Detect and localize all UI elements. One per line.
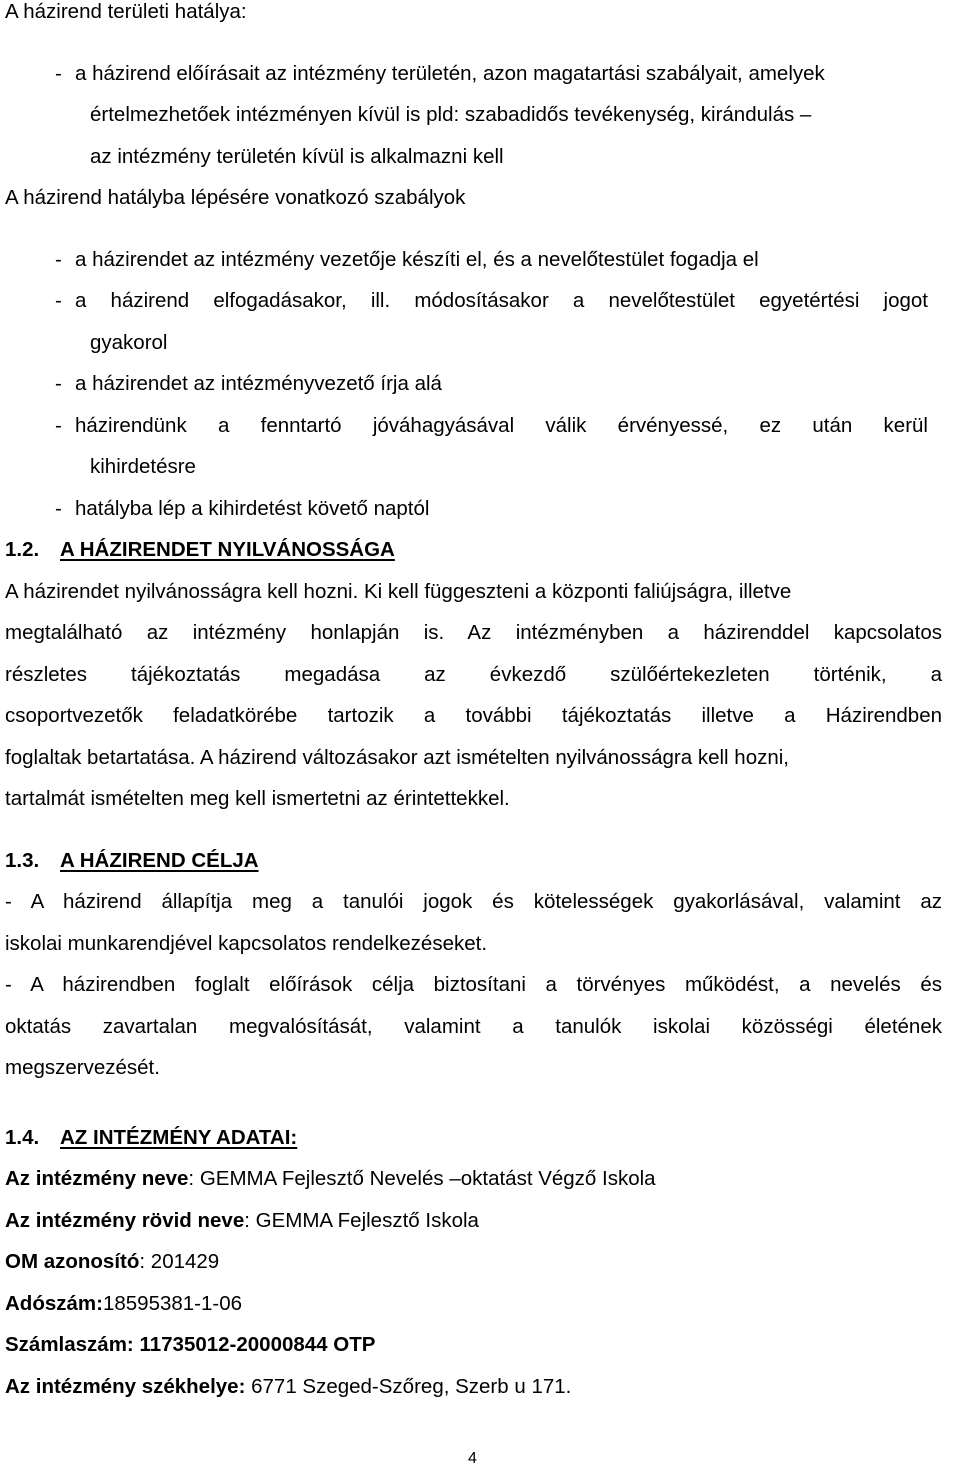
paragraph-line: - A házirend állapítja meg a tanulói jogok és kötelességek gyakorlásával, valamint az [5,890,942,913]
field-separator: : [139,1250,151,1273]
heading-purpose [5,849,259,873]
list-item [55,372,442,396]
paragraph-line: A házirendet nyilvánosságra kell hozni. Ki kell függeszteni a központi faliújságra, illetve [5,580,792,603]
field-value: 11735012-20000844 OTP [139,1333,376,1356]
paragraph-line: oktatás zavartalan megvalósítását, valamint a tanulók iskolai közösségi életének [5,1015,942,1038]
paragraph-line: tartalmát ismételten meg kell ismertetni az érintettekkel. [5,787,510,810]
institution-field [5,1333,375,1357]
list-item [55,497,429,521]
list-item-text: házirendünk a fenntartó jóváhagyásával válik érvényessé, ez után kerül [75,414,928,437]
list-item-text: a házirendet az intézményvezető írja alá [75,372,442,395]
dash: - [55,248,62,271]
paragraph-line: - A házirendben foglalt előírások célja biztosítani a törvényes működést, a nevelés és [5,973,942,996]
field-value: 18595381-1-06 [102,1292,243,1315]
dash: - [55,372,62,395]
list-item [55,62,825,86]
field-value: 201429 [150,1250,220,1273]
heading-number: 1.2. [5,538,40,561]
paragraph-line: megtalálható az intézmény honlapján is. Az intézményben a házirenddel kapcsolatos [5,621,942,644]
list-item-text: a házirendet az intézmény vezetője készíti el, és a nevelőtestület fogadja el [75,248,759,271]
list-item-continuation: értelmezhetőek intézményen kívül is pld: szabadidős tevékenység, kirándulás – [90,103,812,126]
field-label: Az intézmény rövid neve [5,1209,245,1232]
dash: - [55,62,62,85]
field-value: GEMMA Fejlesztő Nevelés –oktatást Végző Iskola [199,1167,656,1190]
field-label: Az intézmény székhelye: [5,1375,246,1398]
paragraph-line: megszervezését. [5,1056,160,1079]
heading-number: 1.3. [5,849,40,872]
list-item-continuation: az intézmény területén kívül is alkalmazni kell [90,145,504,168]
paragraph-line: csoportvezetők feladatkörébe tartozik a további tájékoztatás illetve a Házirendben [5,704,942,727]
list-item-continuation: gyakorol [90,331,168,354]
list-item-text: a házirend elfogadásakor, ill. módosításakor a nevelőtestület egyetértési jogot [75,289,928,312]
heading-publicity [5,538,395,562]
field-value: 6771 Szeged-Szőreg, Szerb u 171. [251,1375,572,1398]
list-item-text: a házirend előírásait az intézmény területén, azon magatartási szabályait, amelyek [75,62,825,85]
institution-field [5,1209,479,1233]
field-value: GEMMA Fejlesztő Iskola [255,1209,479,1232]
list-item [55,289,928,313]
list-item [55,248,759,272]
institution-field [5,1250,219,1274]
heading-text: AZ INTÉZMÉNY ADATAI: [60,1126,298,1149]
dash: - [55,289,62,312]
paragraph-line: iskolai munkarendjével kapcsolatos rendelkezéseket. [5,932,488,955]
heading-number: 1.4. [5,1126,40,1149]
institution-field [5,1167,656,1191]
institution-field [5,1375,571,1399]
field-separator: : [188,1167,200,1190]
heading-text: A HÁZIREND CÉLJA [60,849,259,872]
list-item-continuation: kihirdetésre [90,455,196,478]
paragraph-line: foglaltak betartatása. A házirend változásakor azt ismételten nyilvánosságra kell hozni, [5,746,789,769]
heading-institution [5,1126,297,1150]
institution-field [5,1292,242,1316]
page-number: 4 [468,1450,477,1467]
dash: - [55,497,62,520]
section-title-territory: A házirend területi hatálya: [5,0,247,23]
section-title-effect: A házirend hatályba lépésére vonatkozó szabályok [5,186,466,209]
field-label: Adószám: [5,1292,103,1315]
list-item [55,414,928,438]
list-item-text: hatályba lép a kihirdetést követő naptól [75,497,430,520]
field-label: Számlaszám: [5,1333,134,1356]
paragraph-line: részletes tájékoztatás megadása az évkezdő szülőértekezleten történik, a [5,663,942,686]
field-label: OM azonosító [5,1250,140,1273]
field-separator: : [244,1209,256,1232]
dash: - [55,414,62,437]
heading-text: A HÁZIRENDET NYILVÁNOSSÁGA [60,538,395,561]
field-label: Az intézmény neve [5,1167,189,1190]
